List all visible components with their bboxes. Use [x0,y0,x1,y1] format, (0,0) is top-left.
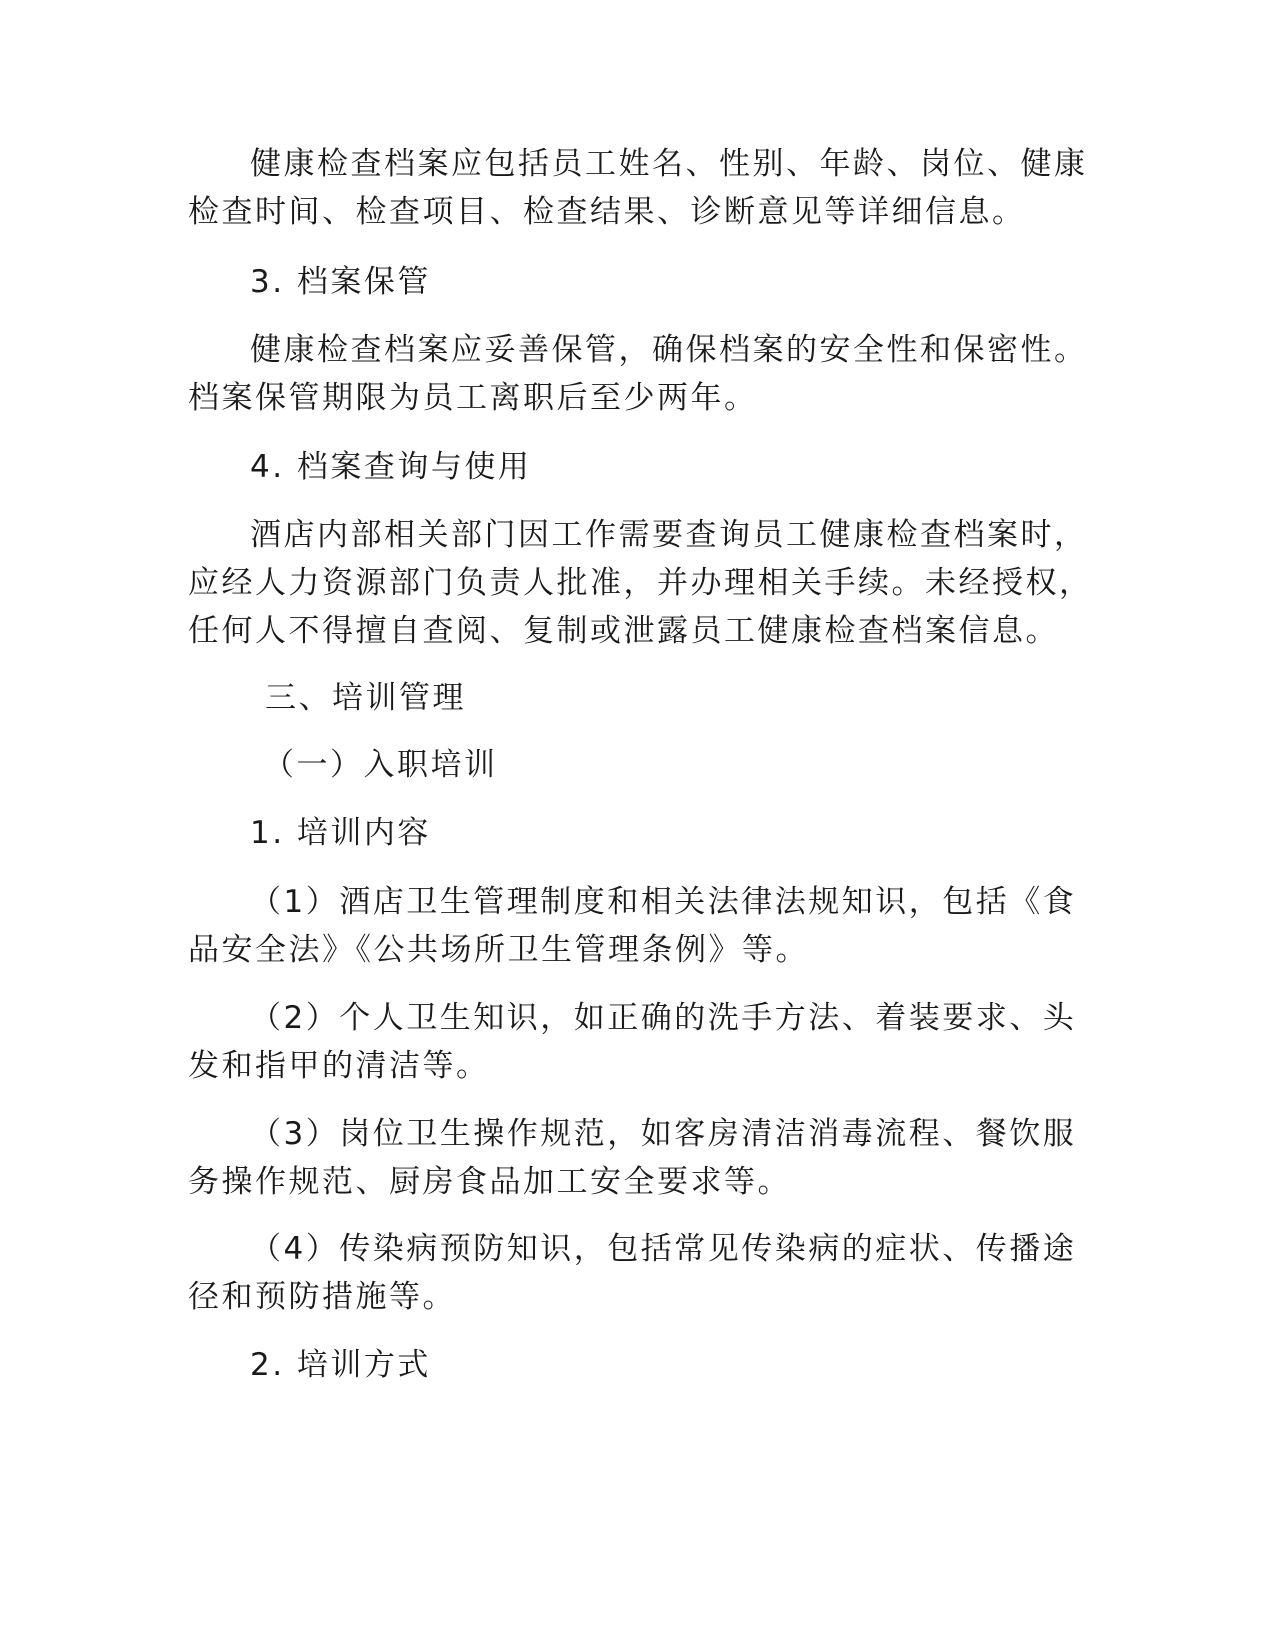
paragraph-line: 酒店内部相关部门因工作需要查询员工健康检查档案时， [250,517,1088,553]
numbered-heading: 2. 培训方式 [250,1347,431,1383]
list-item-line: （3）岗位卫生操作规范，如客房清洁消毒流程、餐饮服 [250,1116,1077,1152]
list-item-line: 务操作规范、厨房食品加工安全要求等。 [188,1164,791,1200]
paragraph-line: 档案保管期限为员工离职后至少两年。 [188,380,758,416]
list-item-line: （1）酒店卫生管理制度和相关法律法规知识，包括《食 [250,884,1077,920]
list-item-line: 发和指甲的清洁等。 [188,1048,490,1084]
list-item-line: （4）传染病预防知识，包括常见传染病的症状、传播途 [250,1231,1077,1267]
numbered-heading: 1. 培训内容 [250,815,431,851]
subsection-title: （一）入职培训 [263,747,498,783]
paragraph-line: 任何人不得擅自查阅、复制或泄露员工健康检查档案信息。 [188,613,1059,649]
list-item-line: 品安全法》《公共场所卫生管理条例》等。 [188,932,809,968]
paragraph-line: 检查时间、检查项目、检查结果、诊断意见等详细信息。 [188,194,1026,230]
list-item-line: （2）个人卫生知识，如正确的洗手方法、着装要求、头 [250,1000,1077,1036]
numbered-heading: 4. 档案查询与使用 [250,449,532,485]
numbered-heading: 3. 档案保管 [250,264,431,300]
paragraph-line: 健康检查档案应妥善保管，确保档案的安全性和保密性。 [250,332,1088,368]
paragraph-line: 应经人力资源部门负责人批准，并办理相关手续。未经授权， [188,565,1093,601]
paragraph-line: 健康检查档案应包括员工姓名、性别、年龄、岗位、健康 [250,146,1088,182]
section-title: 三、培训管理 [265,680,466,716]
list-item-line: 径和预防措施等。 [188,1279,456,1315]
